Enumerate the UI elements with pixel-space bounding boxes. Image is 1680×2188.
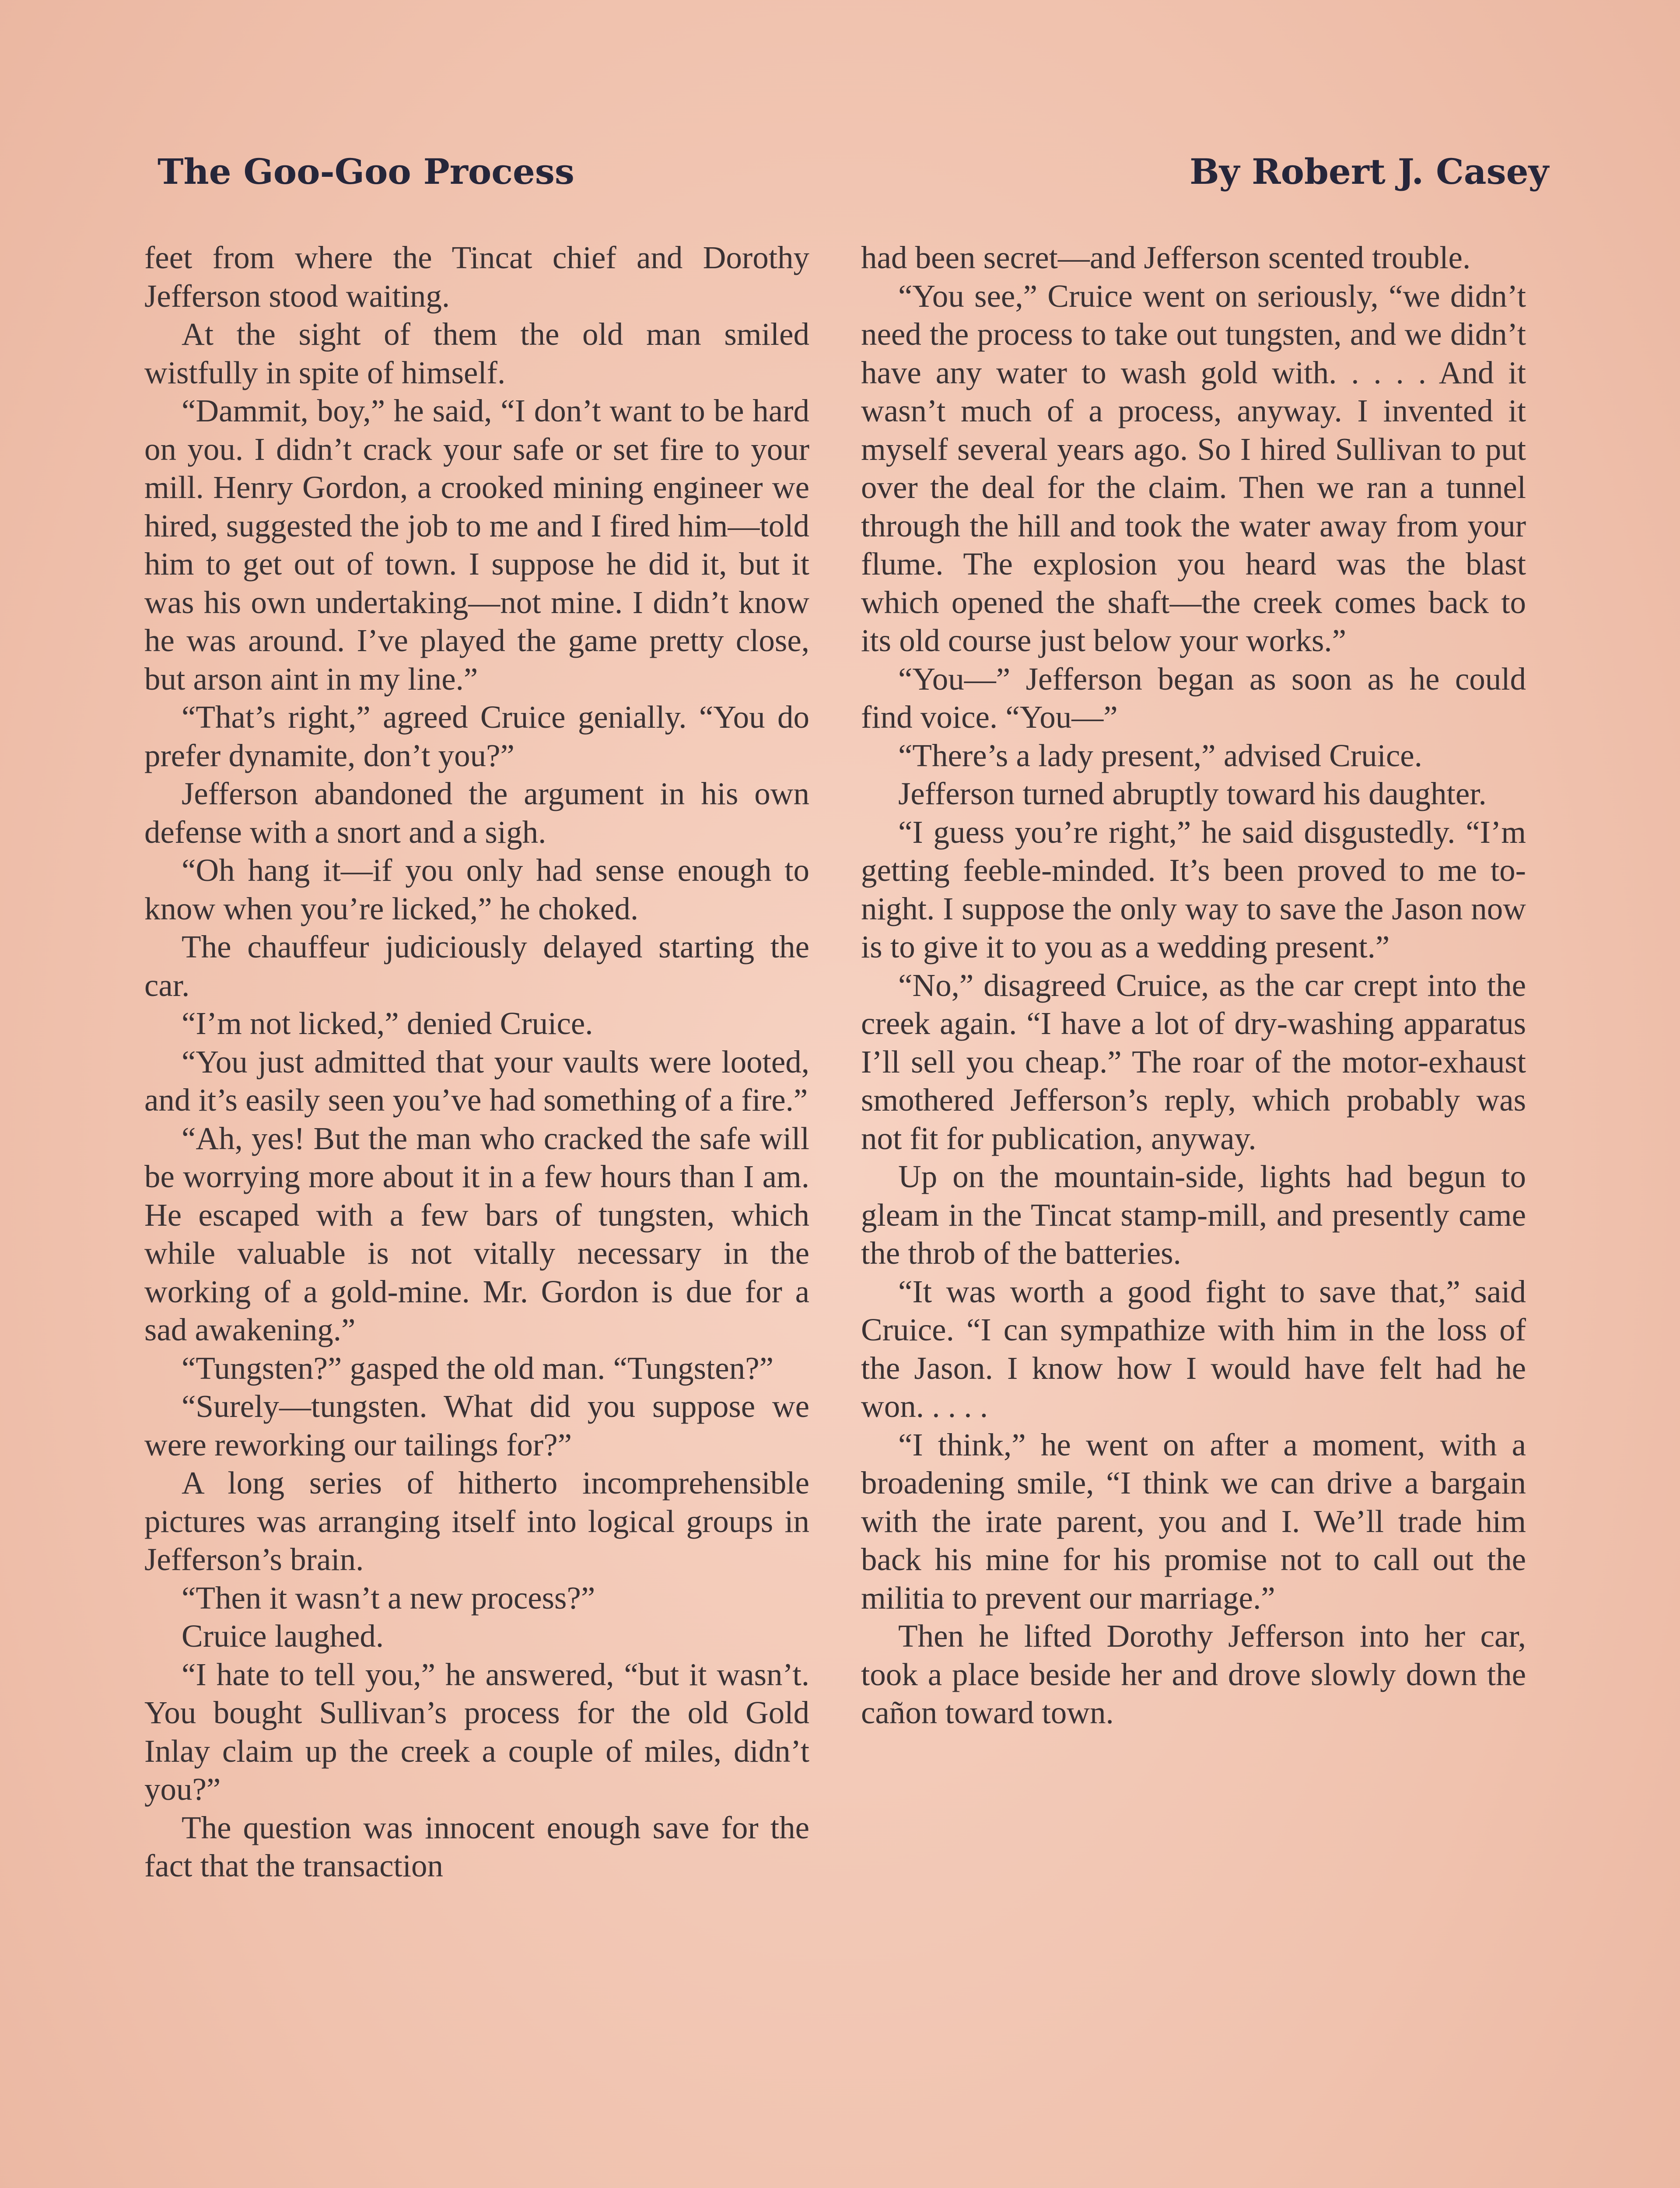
paragraph: “I hate to tell you,” he answered, “but it wasn’t. You bought Sullivan’s process for the old Gold Inlay claim up the creek a couple of miles, didn’t you?”	[144, 1656, 809, 1807]
paragraph: “Oh hang it—if you only had sense enough to know when you’re licked,” he choked.	[144, 852, 809, 926]
paragraph: The chauffeur judiciously delayed starting the car.	[144, 929, 809, 1003]
paragraph: “That’s right,” agreed Cruice genially. “You do prefer dynamite, don’t you?”	[144, 699, 809, 773]
paragraph: “Dammit, boy,” he said, “I don’t want to be hard on you. I didn’t crack your safe or set fire to your mill. Henry Gordon, a crooked mining engineer we hired, suggested the job to me and I fired him—told him to get out of town. I suppose he did it, but it was his own undertaking—not mine. I didn’t know he was around. I’ve played the game pretty close, but arson aint in my line.”	[144, 393, 809, 697]
paragraph: At the sight of them the old man smiled wistfully in spite of himself.	[144, 316, 809, 390]
paragraph: Jefferson turned abruptly toward his daughter.	[898, 776, 1487, 811]
paragraph: “Surely—tungsten. What did you suppose we were reworking our tailings for?”	[144, 1389, 809, 1462]
paragraph: Then he lifted Dorothy Jefferson into her car, took a place beside her and drove slowly down the cañon toward town.	[861, 1618, 1526, 1730]
paragraph: “I think,” he went on after a moment, with a broadening smile, “I think we can drive a bargain with the irate parent, you and I. We’ll trade him back his mine for his promise not to call out the militia to prevent our marriage.”	[861, 1427, 1526, 1616]
paragraph: “Then it wasn’t a new process?”	[182, 1580, 595, 1616]
paragraph: “Tungsten?” gasped the old man. “Tungsten?”	[182, 1350, 774, 1386]
paragraph: “You—” Jefferson began as soon as he could find voice. “You—”	[861, 661, 1526, 735]
paragraph: A long series of hitherto incomprehensible pictures was arranging itself into logical groups in Jefferson’s brain.	[144, 1465, 809, 1577]
story-title: The Goo-Goo Process	[158, 151, 574, 192]
text-column-right	[861, 238, 1526, 1732]
paragraph: “You see,” Cruice went on seriously, “we didn’t need the process to take out tungsten, and we didn’t have any water to wash gold with. . . . . And it wasn’t much of a process, anyway. I invented it myself several years ago. So I hired Sullivan to put over the deal for the claim. Then we ran a tunnel through the hill and took the water away from your flume. The explosion you heard was the blast which opened the shaft—the creek comes back to its old course just below your works.”	[861, 278, 1526, 658]
paragraph: Cruice laughed.	[182, 1618, 384, 1654]
paragraph: The question was innocent enough save for the fact that the transaction	[144, 1809, 809, 1883]
paragraph: Up on the mountain-side, lights had begun to gleam in the Tincat stamp-mill, and presently came the throb of the batteries.	[861, 1159, 1526, 1271]
story-byline: By Robert J. Casey	[1190, 151, 1549, 192]
paragraph: “I’m not licked,” denied Cruice.	[182, 1006, 593, 1041]
paragraph: “There’s a lady present,” advised Cruice.	[898, 737, 1422, 773]
running-head	[158, 151, 1549, 203]
paragraph: “Ah, yes! But the man who cracked the safe will be worrying more about it in a few hours than I am. He escaped with a few bars of tungsten, which while valuable is not vitally necessary in the working of a gold-mine. Mr. Gordon is due for a sad awakening.”	[144, 1120, 809, 1347]
paragraph: “It was worth a good fight to save that,” said Cruice. “I can sympathize with him in the loss of the Jason. I know how I would have felt had he won. . . . .	[861, 1273, 1526, 1424]
paragraph: feet from where the Tincat chief and Dorothy Jefferson stood waiting.	[144, 240, 809, 314]
paragraph: “I guess you’re right,” he said disgustedly. “I’m getting feeble-minded. It’s been proved to me to-night. I suppose the only way to save the Jason now is to give it to you as a wedding present.”	[861, 814, 1526, 964]
text-column-left	[144, 238, 809, 1885]
paragraph: “No,” disagreed Cruice, as the car crept into the creek again. “I have a lot of dry-washing apparatus I’ll sell you cheap.” The roar of the motor-exhaust smothered Jefferson’s reply, which probably was not fit for publication, anyway.	[861, 967, 1526, 1156]
paragraph: “You just admitted that your vaults were looted, and it’s easily seen you’ve had something of a fire.”	[144, 1044, 809, 1118]
paragraph: Jefferson abandoned the argument in his own defense with a snort and a sigh.	[144, 776, 809, 850]
paragraph: had been secret—and Jefferson scented trouble.	[861, 240, 1471, 275]
